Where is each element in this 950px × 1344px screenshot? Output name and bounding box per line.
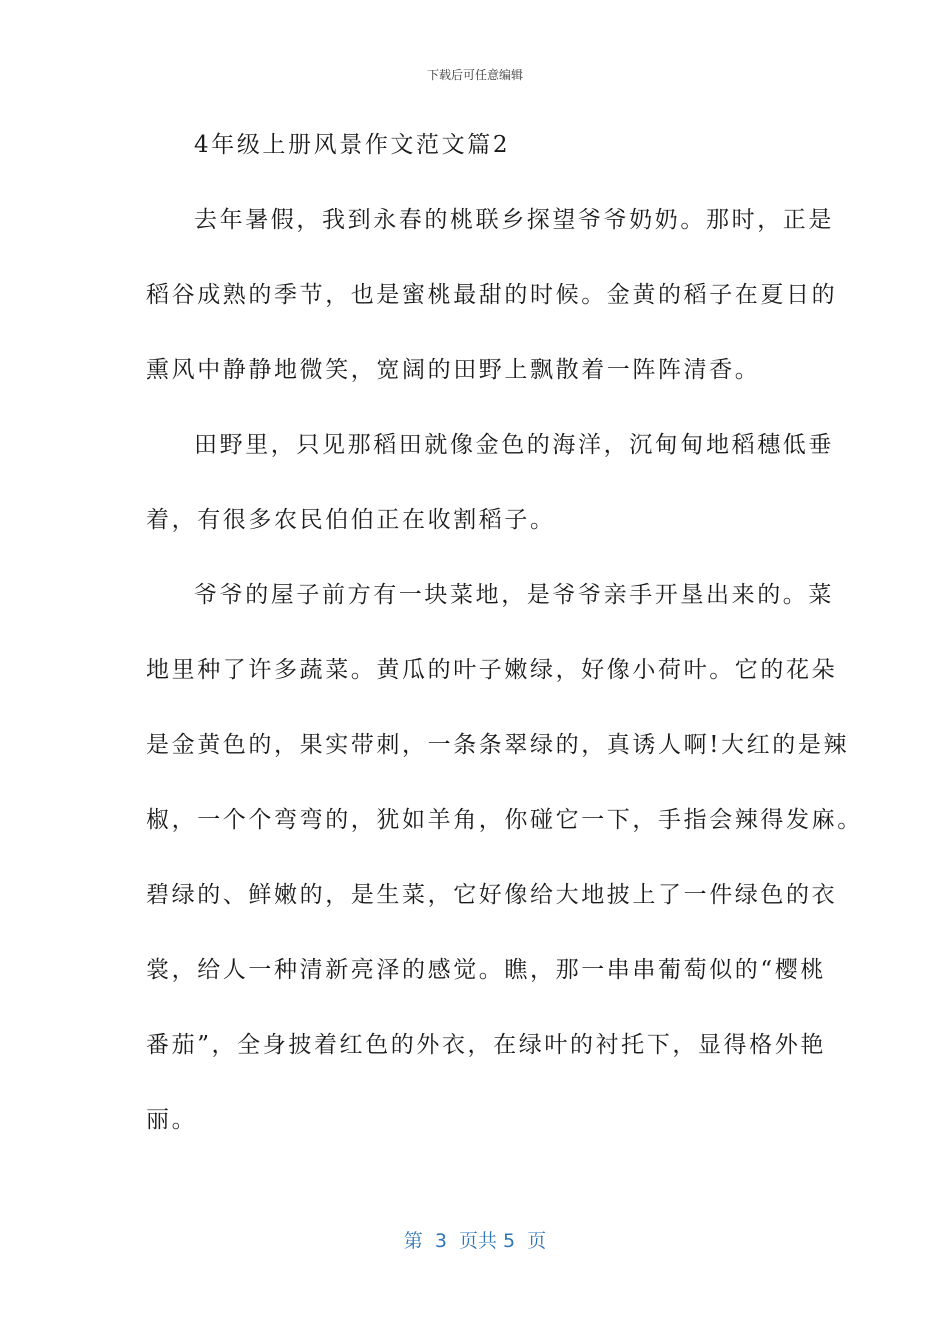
paragraph-line: 碧绿的、鲜嫩的，是生菜，它好像给大地披上了一件绿色的衣 [146,882,838,908]
paragraph-line: 丽。 [146,1107,198,1133]
paragraph-line: 番茄”，全身披着红色的外衣，在绿叶的衬托下，显得格外艳 [146,1032,826,1058]
paragraph-line: 田野里，只见那稻田就像金色的海洋，沉甸甸地稻穗低垂 [194,432,834,458]
paragraph-line: 裳，给人一种清新亮泽的感觉。瞧，那一串串葡萄似的“樱桃 [146,957,826,983]
paragraph-line: 去年暑假，我到永春的桃联乡探望爷爷奶奶。那时，正是 [194,207,834,233]
paragraph-line: 爷爷的屋子前方有一块菜地，是爷爷亲手开垦出来的。菜 [194,582,834,608]
paragraph-line: 椒，一个个弯弯的，犹如羊角，你碰它一下，手指会辣得发麻。 [146,807,863,833]
paragraph-line: 是金黄色的，果实带刺，一条条翠绿的，真诱人啊!大红的是辣 [146,732,850,758]
paragraph-line: 熏风中静静地微笑，宽阔的田野上飘散着一阵阵清香。 [146,357,761,383]
page-number-footer: 第 3 页共 5 页 [403,1230,547,1252]
paragraph-line: 地里种了许多蔬菜。黄瓜的叶子嫩绿，好像小荷叶。它的花朵 [146,657,838,683]
paragraph-line: 稻谷成熟的季节，也是蜜桃最甜的时候。金黄的稻子在夏日的 [146,282,838,308]
header-note: 下载后可任意编辑 [426,68,523,82]
paragraph-line: 着，有很多农民伯伯正在收割稻子。 [146,507,556,533]
document-title: 4年级上册风景作文范文篇2 [194,132,511,158]
